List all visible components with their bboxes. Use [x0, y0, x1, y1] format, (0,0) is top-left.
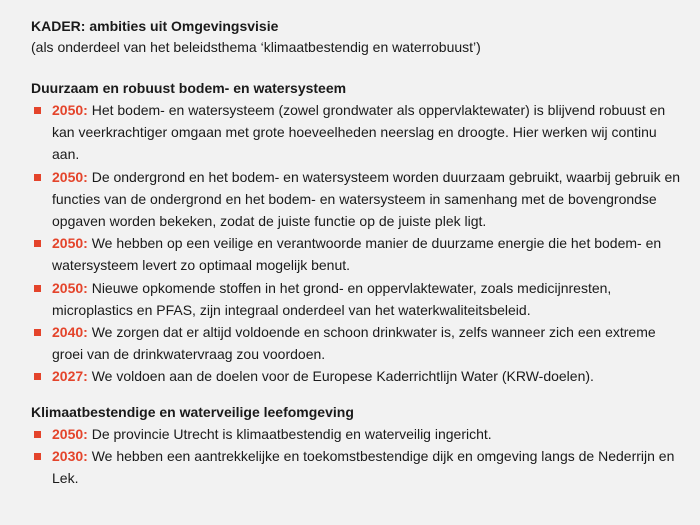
- spacer: [31, 58, 686, 78]
- item-text: De provincie Utrecht is klimaatbestendig en waterveilig ingericht.: [91, 425, 492, 442]
- square-bullet-icon: [34, 329, 41, 336]
- document-subtitle: (als onderdeel van het beleidsthema ‘klimaatbestendig en waterrobuust’): [31, 39, 481, 55]
- ambition-list-leefomgeving: [31, 423, 686, 490]
- item-year: 2050:: [52, 279, 88, 296]
- document-title: KADER: ambities uit Omgevingsvisie: [31, 18, 279, 34]
- item-text: De ondergrond en het bodem- en watersysteem worden duurzaam gebruikt, waarbij gebruik en functies van de ondergrond en het bodem- en watersysteem in samenhang met de bovengrondse opgaven worden bekeken, zodat de juiste functie op de juiste plek ligt.: [52, 168, 681, 230]
- square-bullet-icon: [34, 107, 41, 114]
- list-item: [31, 232, 686, 276]
- square-bullet-icon: [34, 174, 41, 181]
- item-text: We zorgen dat er altijd voldoende en schoon drinkwater is, zelfs wanneer zich een extreme groei van de drinkwatervraag zou voordoen.: [52, 324, 656, 363]
- list-item: [31, 321, 686, 365]
- list-item: [31, 99, 686, 166]
- item-text: Nieuwe opkomende stoffen in het grond- en oppervlaktewater, zoals medicijnresten, microplastics en PFAS, zijn integraal onderdeel van het waterkwaliteitsbeleid.: [52, 279, 612, 318]
- spacer: [31, 388, 686, 402]
- list-item: [31, 423, 686, 445]
- square-bullet-icon: [34, 285, 41, 292]
- item-year: 2050:: [52, 102, 88, 118]
- item-year: 2050:: [52, 235, 88, 252]
- item-year: 2027:: [52, 368, 88, 385]
- item-year: 2030:: [52, 447, 88, 464]
- item-text: We voldoen aan de doelen voor de Europese Kaderrichtlijn Water (KRW-doelen).: [91, 368, 594, 385]
- item-text: We hebben een aantrekkelijke en toekomstbestendige dijk en omgeving langs de Nederrijn en Lek.: [52, 447, 675, 487]
- square-bullet-icon: [34, 373, 41, 380]
- list-item: [31, 365, 686, 387]
- item-year: 2050:: [52, 425, 88, 442]
- item-year: 2040:: [52, 324, 88, 341]
- item-year: 2050:: [52, 168, 88, 185]
- square-bullet-icon: [34, 453, 41, 460]
- square-bullet-icon: [34, 240, 41, 247]
- ambition-list-bodem-water: [31, 99, 686, 388]
- item-text: We hebben op een veilige en verantwoorde manier de duurzame energie die het bodem- en watersysteem levert zo optimaal mogelijk benut.: [52, 235, 662, 274]
- list-item: [31, 277, 686, 321]
- list-item: [31, 166, 686, 233]
- section-heading-leefomgeving: Klimaatbestendige en waterveilige leefomgeving: [31, 403, 354, 420]
- item-text: Het bodem- en watersysteem (zowel grondwater als oppervlaktewater) is blijvend robuust en kan veerkrachtiger omgaan met grote hoeveelheden neerslag en droogte. Hier werken wij continu aan.: [52, 102, 666, 163]
- section-heading-bodem-water: Duurzaam en robuust bodem- en watersysteem: [31, 80, 347, 96]
- list-item: [31, 445, 686, 489]
- square-bullet-icon: [34, 431, 41, 438]
